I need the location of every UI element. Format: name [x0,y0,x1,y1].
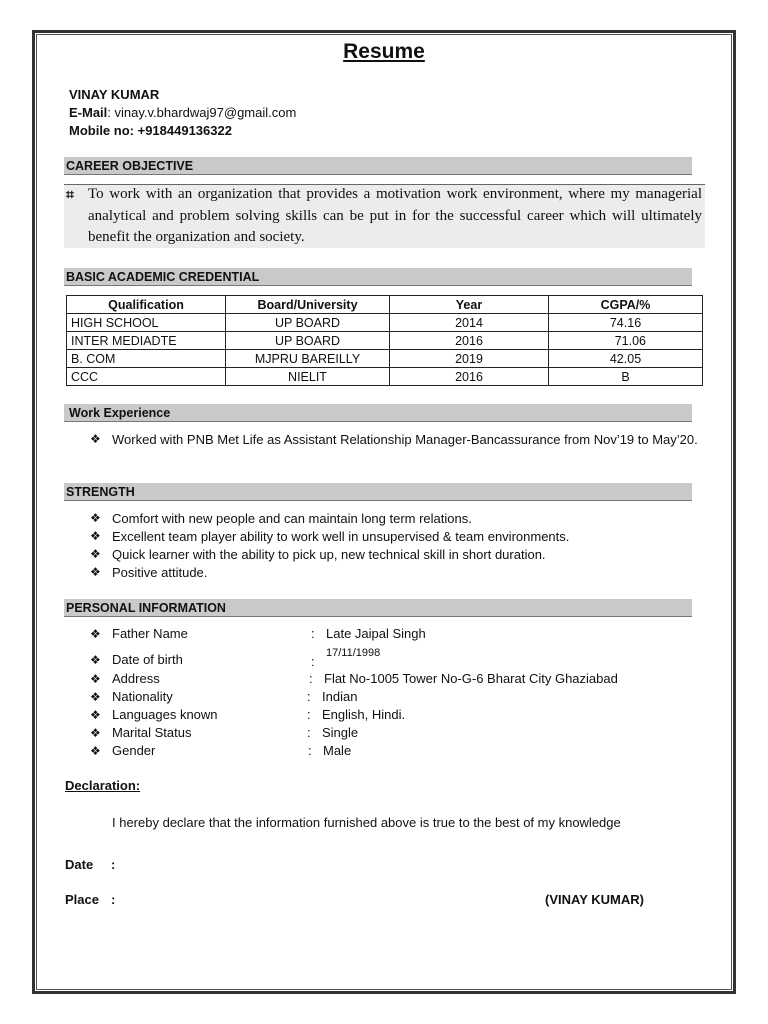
personal-value: Late Jaipal Singh [326,626,426,641]
table-cell: 42.05 [549,350,703,368]
personal-colon: : [308,743,312,758]
candidate-name: VINAY KUMAR [69,87,160,102]
table-cell: UP BOARD [226,314,390,332]
personal-info-heading: PERSONAL INFORMATION [64,599,692,617]
table-header-row [67,296,703,314]
declaration-heading: Declaration: [65,778,141,793]
table-cell: 2014 [390,314,549,332]
column-header: Year [390,296,549,314]
diamond-bullet-icon: ❖ [90,547,101,561]
column-header: CGPA/% [549,296,703,314]
personal-label: Gender [112,743,156,758]
table-cell: HIGH SCHOOL [67,314,226,332]
table-cell: 2016 [390,332,549,350]
academic-table [66,295,703,386]
email-line [69,104,296,122]
diamond-bullet-icon: ❖ [90,690,101,704]
diamond-bullet-icon: ❖ [90,708,101,722]
strength-item: Quick learner with the ability to pick up, new technical skill in short duration. [112,547,546,562]
place-label: Place [65,892,99,907]
table-cell: INTER MEDIADTE [67,332,226,350]
table-cell: B. COM [67,350,226,368]
personal-label: Nationality [112,689,173,704]
table-cell: NIELIT [226,368,390,386]
table-cell: UP BOARD [226,332,390,350]
table-cell: 74.16 [549,314,703,332]
career-objective-text: To work with an organization that provides a motivation work environment, where my managerial analytical and problem solving skills can be put in for the successful career which will ultimately benefit the organization and society. [88,186,702,245]
date-label: Date [65,857,94,872]
date-colon: : [111,857,116,872]
diamond-bullet-icon: ❖ [90,744,101,758]
academic-heading: BASIC ACADEMIC CREDENTIAL [64,268,692,286]
diamond-bullet-icon: ❖ [90,511,101,525]
work-item: Worked with PNB Met Life as Assistant Relationship Manager-Bancassurance from Nov’19 to May’20. [112,432,698,447]
strength-heading: STRENGTH [64,483,692,501]
table-row [67,332,703,350]
personal-label: Marital Status [112,725,192,740]
personal-colon: : [311,626,315,641]
diamond-bullet-icon: ❖ [90,653,101,667]
work-experience-heading: Work Experience [64,404,692,422]
personal-label: Date of birth [112,652,183,667]
place-colon: : [111,892,116,907]
table-cell: 71.06 [549,332,703,350]
table-cell: B [549,368,703,386]
personal-colon: : [311,654,315,669]
personal-value: Indian [322,689,358,704]
personal-value: English, Hindi. [322,707,406,722]
personal-label: Address [112,671,160,686]
email-label: E-Mail [69,105,108,120]
personal-colon: : [307,725,311,740]
personal-value: Single [322,725,359,740]
personal-colon: : [309,671,313,686]
strength-item: Positive attitude. [112,565,208,580]
table-row [67,350,703,368]
table-cell: CCC [67,368,226,386]
career-objective-heading: CAREER OBJECTIVE [64,157,692,175]
personal-label: Languages known [112,707,218,722]
page-title: Resume [343,40,425,63]
declaration-text: I hereby declare that the information furnished above is true to the best of my knowledge [112,815,621,830]
diamond-bullet-icon: ❖ [90,529,101,543]
mobile-line: Mobile no: +918449136322 [69,123,232,138]
table-cell: 2016 [390,368,549,386]
strength-item: Comfort with new people and can maintain long term relations. [112,511,472,526]
signature-name: (VINAY KUMAR) [545,892,644,907]
diamond-bullet-icon: ❖ [90,432,101,446]
personal-label: Father Name [112,626,188,641]
diamond-bullet-icon: ❖ [90,672,101,686]
personal-value: Flat No-1005 Tower No-G-6 Bharat City Ghaziabad [324,671,618,686]
table-row [67,314,703,332]
objective-marker-icon: ⌗ [66,186,74,202]
diamond-bullet-icon: ❖ [90,726,101,740]
personal-value: 17/11/1998 [326,647,381,659]
column-header: Board/University [226,296,390,314]
table-cell: MJPRU BAREILLY [226,350,390,368]
column-header: Qualification [67,296,226,314]
diamond-bullet-icon: ❖ [90,627,101,641]
personal-colon: : [307,689,311,704]
personal-colon: : [307,707,311,722]
diamond-bullet-icon: ❖ [90,565,101,579]
strength-item: Excellent team player ability to work well in unsupervised & team environments. [112,529,570,544]
table-cell: 2019 [390,350,549,368]
personal-value: Male [323,743,352,758]
table-row [67,368,703,386]
email-value: : vinay.v.bhardwaj97@gmail.com [107,105,297,120]
